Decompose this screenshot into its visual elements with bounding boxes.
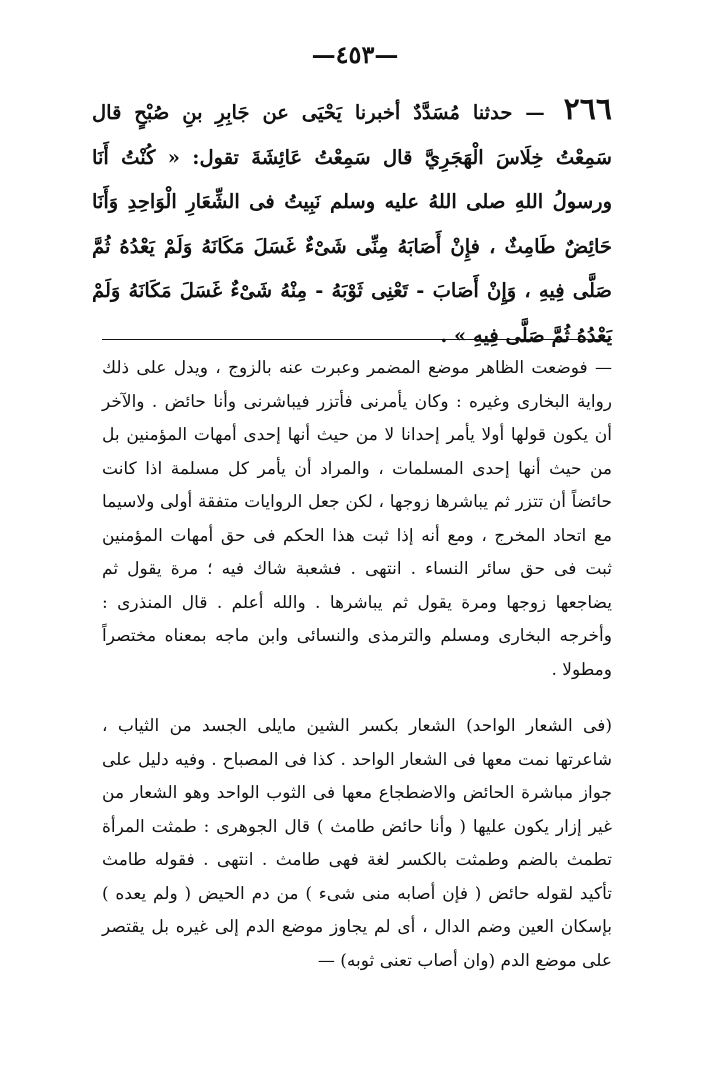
commentary-paragraph: (فى الشعار الواحد) الشعار بكسر الشين مايلى الجسد من الثياب ، شاعرتها نمت معها فى الشعار الواحد . كذا فى المصباح . وفيه دليل على جواز مباشرة الحائض والاضطجاع معها فى الثوب الواحد وهو الشعار من غير إزار يكون عليها ( وأنا حائض طامث ) قال الجوهرى : طمثت المرأة تطمث بالضم وطمثت بالكسر لغة فهى طامث . انتهى . فقوله طامث تأكيد لقوله حائض ( فإن أصابه منى شىء ) من دم الحيض ( ولم يعده ) بإسكان العين وضم الدال ، أى لم يجاوز موضع الدم إلى غيره بل يقتصر على موضع الدم (وان أصاب تعنى ثوبه) — [102, 716, 612, 971]
page-number: —٤٥٣— [311, 40, 399, 69]
commentary-paragraph: — فوضعت الظاهر موضع المضمر وعبرت عنه بالزوج ، ويدل على ذلك رواية البخارى وغيره : وكان يأمرنى فأتزر فيباشرنى وأنا حائض . والآخر أن يكون قولها أولا يأمر إحدانا لا من حيث أنها إحدى أمهات المؤمنين بل من حيث أنها إحدى المسلمات ، والمراد أن يأمر كل مسلمة اذا كانت حائضاً أن تتزر ثم يباشرها زوجها ، لكن جعل الروايات متفقة أولى ولاسيما مع اتحاد المخرج ، ومع أنه إذا ثبت هذا الحكم فى حق أمهات المؤمنين ثبت فى حق سائر النساء . انتهى . فشعبة شاك فيه ؛ مرة يقول ثم يضاجعها زوجها ومرة يقول ثم يباشرها . والله أعلم . قال المنذرى : وأخرجه البخارى ومسلم والترمذى والنسائى وابن ماجه بمعناه مختصراً ومطولا . [102, 358, 612, 680]
hadith-number: ٢٦٦ [563, 92, 612, 127]
commentary-block-2 [102, 710, 612, 978]
hadith-text: — حدثنا مُسَدَّدٌ أخبرنا يَحْيَى عن جَابِرِ بنِ صُبْحٍ قال سَمِعْتُ خِلَاسَ الْهَجَرِيَّ قال سَمِعْتُ عَائِشَةَ تقول: « كُنْتُ أَنَا ورسولُ اللهِ صلى اللهُ عليه وسلم نَبِيتُ فى الشِّعَارِ الْوَاحِدِ وَأَنَا حَائِضٌ طَامِثٌ ، فإِنْ أَصَابَهُ مِنِّى شَىْءٌ غَسَلَ مَكَانَهُ وَلَمْ يَعْدُهُ ثُمَّ صَلَّى فِيهِ ، وَإِنْ أَصَابَ - تَعْنِى ثَوْبَهُ - مِنْهُ شَىْءٌ غَسَلَ مَكَانَهُ وَلَمْ يَعْدُهُ ثُمَّ صَلَّى فِيهِ » . [92, 101, 612, 347]
section-divider [102, 339, 612, 340]
hadith-text-block [92, 88, 612, 358]
commentary-block-1 [102, 352, 612, 687]
